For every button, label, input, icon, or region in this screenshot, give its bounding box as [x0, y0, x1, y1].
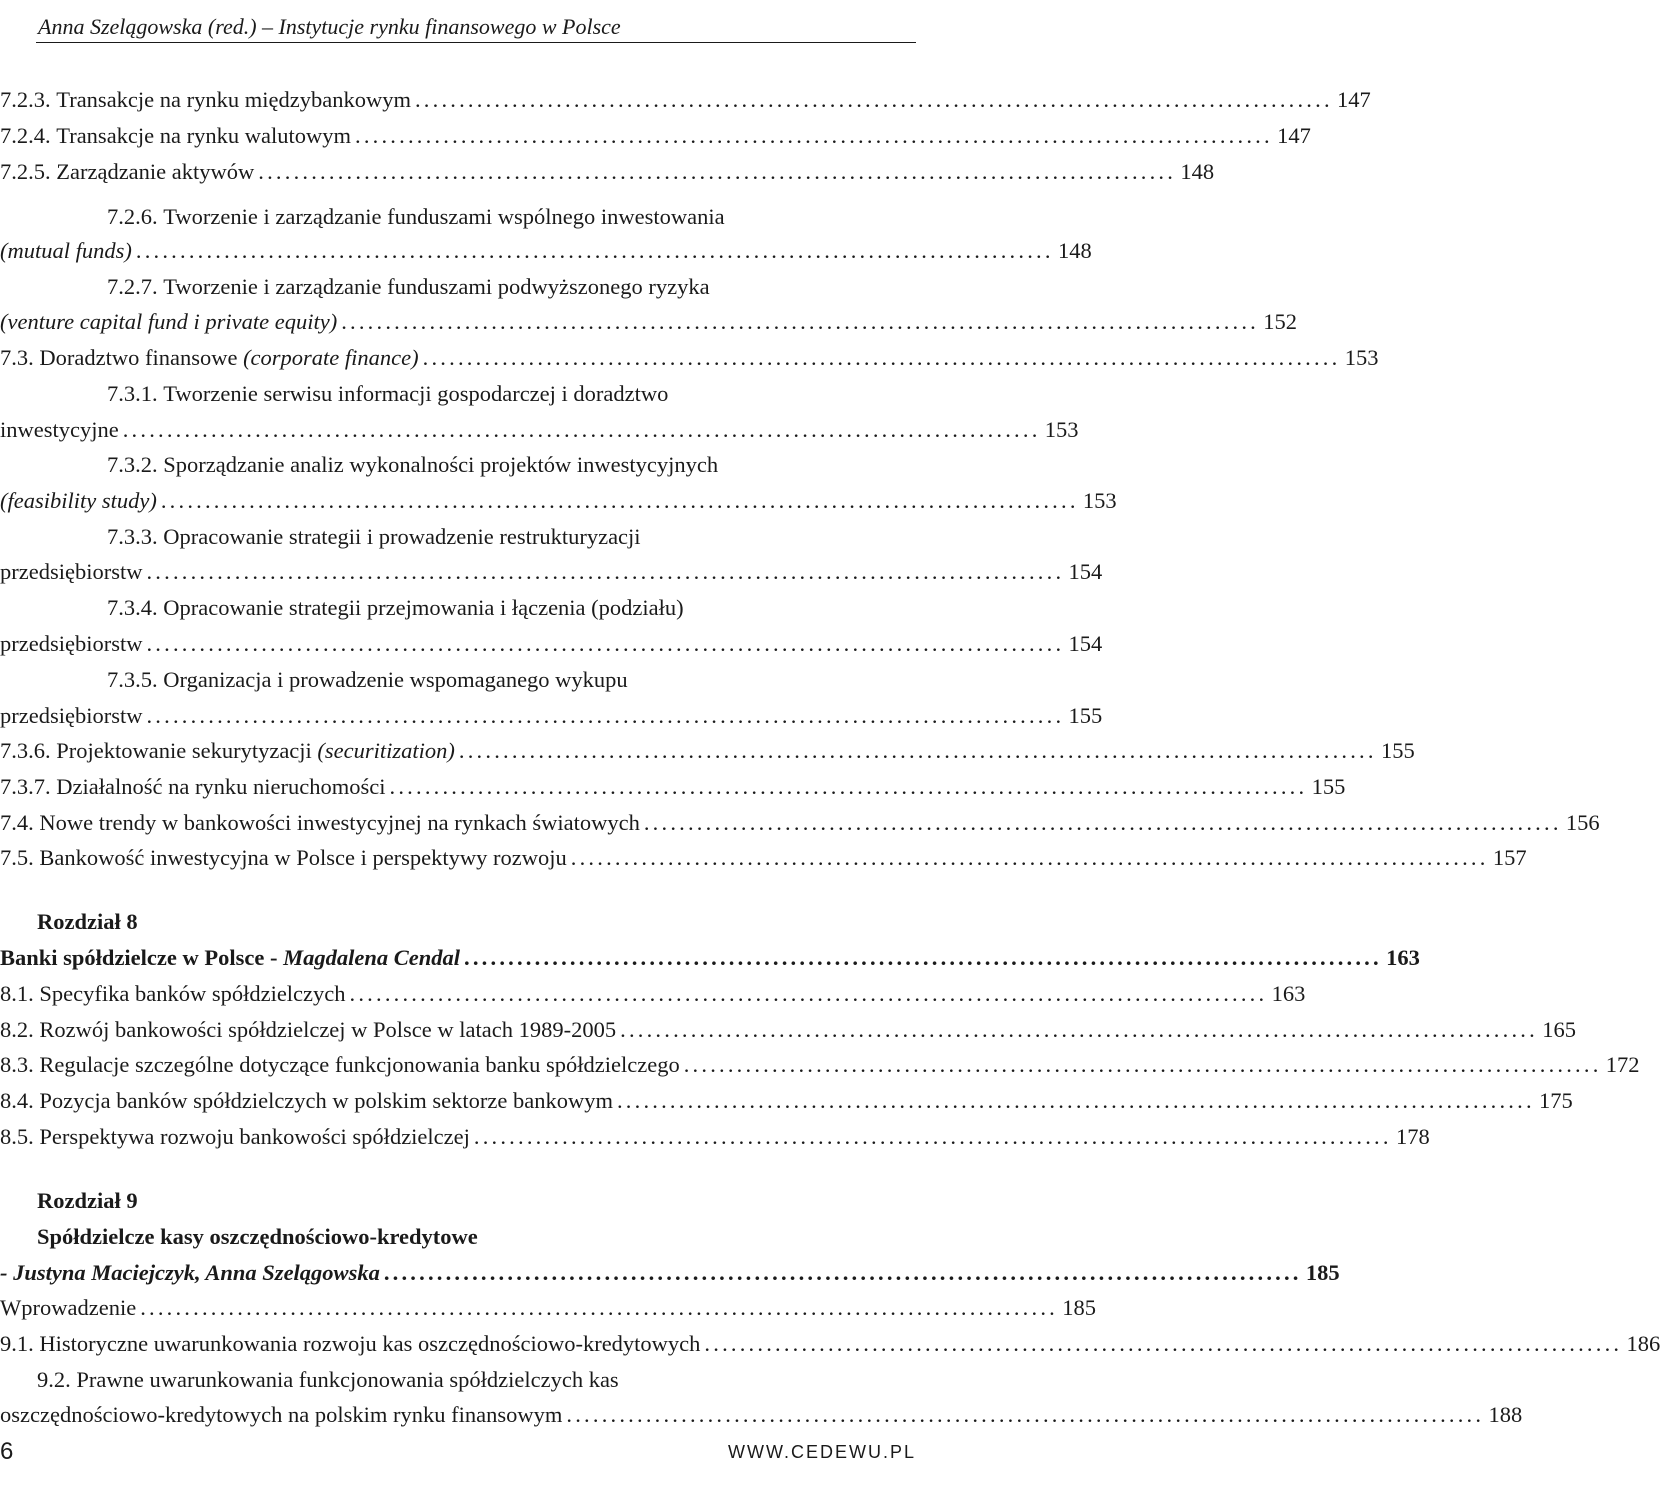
leader-dots: ........................................................................................................	[146, 703, 1065, 728]
toc-entry-page: 175	[1539, 1088, 1573, 1113]
leader-dots: ........................................................................................................	[566, 1402, 1485, 1427]
toc-entry-title: Nowe trendy w bankowości inwestycyjnej na rynkach światowych	[39, 810, 640, 835]
leader-dots: ........................................................................................................	[643, 810, 1562, 835]
toc-entry	[0, 340, 1379, 376]
toc-entry-title-cont: inwestycyjne	[0, 417, 119, 442]
toc-entry-title: Tworzenie serwisu informacji gospodarczej i doradztwo	[163, 381, 669, 406]
toc-entry-number: 8.2.	[0, 1017, 34, 1042]
toc-entry-page: 147	[1337, 87, 1371, 112]
toc-entry-title-cont: przedsiębiorstw	[0, 559, 143, 584]
toc-entry-title: Zarządzanie aktywów	[56, 159, 255, 184]
leader-dots: ........................................................................................................	[616, 1088, 1535, 1113]
toc-entry-line1	[107, 519, 641, 555]
toc-entry	[0, 82, 1371, 118]
toc-entry	[0, 626, 1103, 662]
chapter-entry	[0, 940, 1420, 976]
toc-entry	[0, 1047, 1640, 1083]
toc-entry-page: 185	[1062, 1295, 1096, 1320]
toc-entry-line1	[107, 662, 628, 698]
toc-entry-page: 155	[1068, 703, 1103, 728]
leader-dots: ........................................................................................................	[140, 1295, 1058, 1320]
toc-entry-title: Projektowanie sekurytyzacji	[56, 738, 312, 763]
toc-entry	[0, 1326, 1660, 1362]
leader-dots: ........................................................................................................	[341, 309, 1260, 334]
toc-entry-page: 185	[1305, 1260, 1340, 1285]
toc-entry	[0, 840, 1527, 876]
toc-entry	[0, 769, 1346, 805]
toc-entry-title: Pozycja banków spółdzielczych w polskim sektorze bankowym	[39, 1088, 613, 1113]
toc-entry	[0, 412, 1079, 448]
toc-entry-page: 148	[1180, 159, 1215, 184]
toc-entry-number: 8.3.	[0, 1052, 34, 1077]
toc-entry-number: 7.3.	[0, 345, 34, 370]
chapter-title: Banki spółdzielcze w Polsce -	[0, 945, 278, 970]
toc-entry-page: 188	[1488, 1402, 1523, 1427]
toc-entry-page: 153	[1344, 345, 1379, 370]
toc-entry-title: Prawne uwarunkowania funkcjonowania spółdzielczych kas	[76, 1367, 619, 1392]
toc-entry	[0, 1119, 1430, 1155]
toc-entry-title: Transakcje na rynku walutowym	[56, 123, 351, 148]
toc-entry-title-cont: (mutual funds)	[0, 238, 132, 263]
leader-dots: ........................................................................................................	[683, 1052, 1602, 1077]
toc-entry	[0, 1083, 1573, 1119]
toc-entry-title: Regulacje szczególne dotyczące funkcjonowania banku spółdzielczego	[39, 1052, 680, 1077]
toc-entry-page: 163	[1271, 981, 1306, 1006]
leader-dots: ........................................................................................................	[135, 238, 1054, 263]
chapter-author: - Justyna Maciejczyk, Anna Szelągowska	[0, 1260, 380, 1285]
toc-entry-line1	[107, 199, 725, 235]
page-number: 6	[0, 1438, 14, 1465]
toc-entry-number: 7.2.6.	[107, 204, 158, 229]
toc-entry-page: 153	[1044, 417, 1079, 442]
toc-entry-number: 9.2.	[37, 1367, 71, 1392]
toc-entry-number: 7.5.	[0, 845, 34, 870]
chapter-title: Spółdzielcze kasy oszczędnościowo-kredytowe	[37, 1224, 478, 1249]
toc-entry	[0, 233, 1092, 269]
leader-dots: ........................................................................................................	[146, 631, 1065, 656]
leader-dots: ........................................................................................................	[355, 123, 1273, 148]
toc-entry-number: 8.1.	[0, 981, 34, 1006]
toc-entry-number: 7.2.4.	[0, 123, 51, 148]
leader-dots: ........................................................................................................	[258, 159, 1177, 184]
header-rule	[36, 42, 916, 43]
toc-entry-title: Opracowanie strategii przejmowania i łączenia (podziału)	[163, 595, 684, 620]
toc-entry-title: Opracowanie strategii i prowadzenie restrukturyzacji	[163, 524, 641, 549]
toc-entry	[0, 698, 1103, 734]
toc-entry-title-italic: (securitization)	[317, 738, 455, 763]
toc-entry-title-cont: (feasibility study)	[0, 488, 157, 513]
toc-entry	[0, 483, 1117, 519]
toc-entry	[0, 733, 1415, 769]
toc-entry-line1	[107, 376, 668, 412]
toc-entry	[0, 118, 1311, 154]
toc-entry-page: 152	[1263, 309, 1298, 334]
toc-entry-number: 7.3.3.	[107, 524, 158, 549]
toc-entry-page: 155	[1311, 774, 1346, 799]
toc-entry-number: 7.2.7.	[107, 274, 158, 299]
toc-entry-title: Specyfika banków spółdzielczych	[39, 981, 346, 1006]
toc-entry-page: 163	[1386, 945, 1420, 970]
leader-dots: ........................................................................................................	[122, 417, 1041, 442]
toc-entry	[0, 1290, 1096, 1326]
toc-entry	[0, 154, 1215, 190]
toc-entry-number: 7.3.6.	[0, 738, 51, 763]
toc-entry-number: 7.4.	[0, 810, 34, 835]
toc-entry-title: Transakcje na rynku międzybankowym	[56, 87, 411, 112]
toc-entry-title: Doradztwo finansowe	[39, 345, 238, 370]
toc-entry	[0, 1397, 1523, 1433]
toc-entry-title: Historyczne uwarunkowania rozwoju kas oszczędnościowo-kredytowych	[39, 1331, 701, 1356]
toc-entry	[0, 304, 1298, 340]
toc-entry	[0, 805, 1600, 841]
toc-entry-title-cont: przedsiębiorstw	[0, 631, 143, 656]
toc-entry-number: 7.3.4.	[107, 595, 158, 620]
toc-entry-number: 7.2.5.	[0, 159, 51, 184]
toc-entry	[0, 1012, 1576, 1048]
leader-dots: ........................................................................................................	[704, 1331, 1623, 1356]
leader-dots: ........................................................................................................	[570, 845, 1489, 870]
leader-dots: ........................................................................................................	[389, 774, 1308, 799]
toc-entry-page: 186	[1626, 1331, 1660, 1356]
toc-entry-page: 147	[1277, 123, 1311, 148]
toc-entry-title: Perspektywa rozwoju bankowości spółdzielczej	[39, 1124, 470, 1149]
toc-entry-title: Sporządzanie analiz wykonalności projektów inwestycyjnych	[163, 452, 719, 477]
toc-entry-title: Tworzenie i zarządzanie funduszami podwyższonego ryzyka	[163, 274, 710, 299]
toc-entry-page: 165	[1542, 1017, 1576, 1042]
toc-entry-line1	[37, 1362, 619, 1398]
toc-entry-page: 148	[1057, 238, 1092, 263]
toc-entry-number: 9.1.	[0, 1331, 34, 1356]
toc-entry-title: Tworzenie i zarządzanie funduszami wspólnego inwestowania	[163, 204, 725, 229]
leader-dots: ........................................................................................................	[458, 738, 1377, 763]
toc-entry-number: 7.3.7.	[0, 774, 51, 799]
toc-entry-page: 157	[1492, 845, 1527, 870]
toc-entry-page: 153	[1082, 488, 1117, 513]
leader-dots: ........................................................................................................	[464, 945, 1382, 970]
toc-entry-page: 154	[1068, 559, 1103, 584]
chapter-author: Magdalena Cendal	[283, 945, 461, 970]
chapter-entry	[0, 1255, 1340, 1291]
toc-entry-line1	[107, 447, 718, 483]
toc-entry-number: 7.2.3.	[0, 87, 51, 112]
toc-entry-page: 154	[1068, 631, 1103, 656]
toc-entry-title-cont: (venture capital fund i private equity)	[0, 309, 338, 334]
running-head: Anna Szelągowska (red.) – Instytucje rynku finansowego w Polsce	[38, 14, 621, 39]
chapter-label: Rozdział 8	[37, 909, 138, 934]
leader-dots: ........................................................................................................	[349, 981, 1268, 1006]
toc-entry-title: Działalność na rynku nieruchomości	[56, 774, 386, 799]
toc-entry-title: Organizacja i prowadzenie wspomaganego wykupu	[163, 667, 628, 692]
toc-entry-page: 172	[1605, 1052, 1640, 1077]
toc-entry-number: 7.3.1.	[107, 381, 158, 406]
toc-entry-title-cont: oszczędnościowo-kredytowych na polskim rynku finansowym	[0, 1402, 563, 1427]
leader-dots: ........................................................................................................	[146, 559, 1065, 584]
publisher-url: WWW.CEDEWU.PL	[728, 1442, 916, 1462]
leader-dots: ........................................................................................................	[383, 1260, 1302, 1285]
toc-entry-number: 8.4.	[0, 1088, 34, 1113]
leader-dots: ........................................................................................................	[160, 488, 1079, 513]
toc-entry-number: 8.5.	[0, 1124, 34, 1149]
toc-entry-title-italic: (corporate finance)	[243, 345, 419, 370]
toc-entry-number: 7.3.5.	[107, 667, 158, 692]
toc-entry-title: Bankowość inwestycyjna w Polsce i perspektywy rozwoju	[39, 845, 567, 870]
leader-dots: ........................................................................................................	[414, 87, 1333, 112]
toc-entry-title-cont: przedsiębiorstw	[0, 703, 143, 728]
leader-dots: ........................................................................................................	[473, 1124, 1392, 1149]
toc-entry-title: Rozwój bankowości spółdzielczej w Polsce w latach 1989-2005	[39, 1017, 617, 1042]
toc-entry	[0, 976, 1306, 1012]
toc-entry-number: 7.3.2.	[107, 452, 158, 477]
toc-entry-page: 156	[1565, 810, 1600, 835]
toc-entry-title: Wprowadzenie	[0, 1295, 137, 1320]
toc-entry-line1	[107, 590, 684, 626]
toc-entry-page: 178	[1395, 1124, 1430, 1149]
toc-entry	[0, 554, 1103, 590]
leader-dots: ........................................................................................................	[620, 1017, 1538, 1042]
chapter-label: Rozdział 9	[37, 1188, 138, 1213]
leader-dots: ........................................................................................................	[422, 345, 1341, 370]
toc-entry-line1	[107, 269, 710, 305]
toc-entry-page: 155	[1380, 738, 1415, 763]
